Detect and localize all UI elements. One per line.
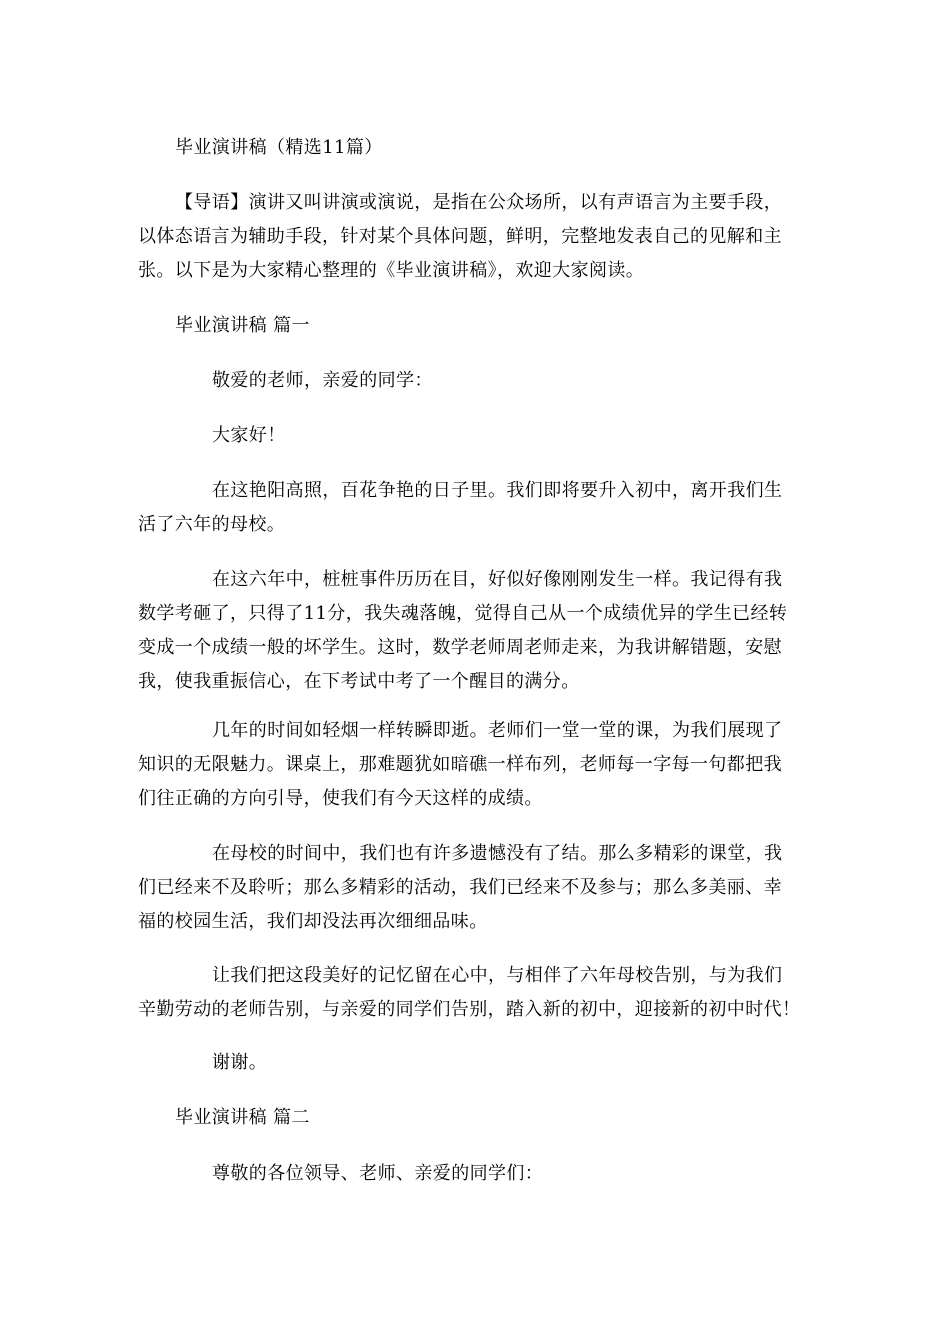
paragraph-line: 活了六年的母校。 (138, 514, 286, 535)
paragraph-line: 们往正确的方向引导，使我们有今天这样的成绩。 (138, 788, 543, 809)
greeting: 大家好！ (212, 425, 286, 446)
paragraph-line: 们已经来不及聆听；那么多精彩的活动，我们已经来不及参与；那么多美丽、幸 (138, 877, 782, 898)
salutation: 敬爱的老师，亲爱的同学： (212, 370, 433, 391)
paragraph-line: 我，使我重振信心，在下考试中考了一个醒目的满分。 (138, 671, 580, 692)
intro-line: 以体态语言为辅助手段，针对某个具体问题，鲜明，完整地发表自己的见解和主 (138, 226, 782, 247)
paragraph-line: 变成一个成绩一般的坏学生。这时，数学老师周老师走来，为我讲解错题，安慰 (138, 637, 782, 658)
paragraph-line: 数学考砸了，只得了11分，我失魂落魄，觉得自己从一个成绩优异的学生已经转 (138, 603, 788, 624)
paragraph-line: 辛勤劳动的老师告别，与亲爱的同学们告别，踏入新的初中，迎接新的初中时代！ (138, 999, 801, 1020)
paragraph-line: 几年的时间如轻烟一样转瞬即逝。老师们一堂一堂的课，为我们展现了 (212, 720, 783, 741)
salutation: 尊敬的各位领导、老师、亲爱的同学们： (212, 1163, 544, 1184)
document-title: 毕业演讲稿（精选11篇） (175, 137, 383, 158)
section-heading: 毕业演讲稿 篇二 (175, 1107, 310, 1128)
paragraph-line: 知识的无限魅力。课桌上，那难题犹如暗礁一样布列，老师每一字每一句都把我 (138, 754, 782, 775)
paragraph-line: 在这六年中，桩桩事件历历在目，好似好像刚刚发生一样。我记得有我 (212, 569, 783, 590)
paragraph-line: 在这艳阳高照，百花争艳的日子里。我们即将要升入初中，离开我们生 (212, 480, 783, 501)
paragraph-line: 让我们把这段美好的记忆留在心中，与相伴了六年母校告别，与为我们 (212, 965, 783, 986)
intro-line: 【导语】演讲又叫讲演或演说，是指在公众场所，以有声语言为主要手段， (175, 192, 783, 213)
intro-line: 张。以下是为大家精心整理的《毕业演讲稿》，欢迎大家阅读。 (138, 260, 645, 281)
closing: 谢谢。 (212, 1052, 268, 1073)
paragraph-line: 福的校园生活，我们却没法再次细细品味。 (138, 911, 488, 932)
section-heading: 毕业演讲稿 篇一 (175, 315, 310, 336)
paragraph-line: 在母校的时间中，我们也有许多遗憾没有了结。那么多精彩的课堂，我 (212, 843, 783, 864)
